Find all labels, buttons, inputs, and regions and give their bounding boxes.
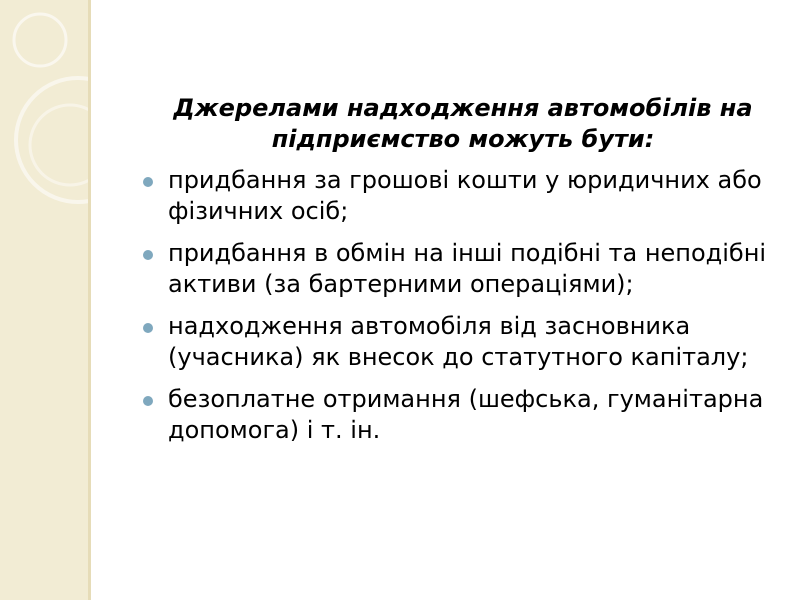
list-item-text: безоплатне отримання (шефська, гуманітарна допомога) і т. ін. — [168, 385, 764, 444]
bullet-list — [138, 165, 788, 446]
slide-heading: Джерелами надходження автомобілів на підприємство можуть бути: — [173, 94, 753, 153]
list-item — [138, 165, 788, 227]
slide-content — [138, 93, 788, 457]
list-item-text: придбання в обмін на інші подібні та неподібні активи (за бартерними операціями); — [168, 239, 767, 298]
bullet-icon — [143, 250, 153, 260]
list-item — [138, 311, 788, 373]
side-panel-edge — [88, 0, 91, 600]
list-item — [138, 384, 788, 446]
list-item-text: надходження автомобіля від засновника (учасника) як внесок до статутного капіталу; — [168, 312, 749, 371]
bullet-icon — [143, 177, 153, 187]
side-panel — [0, 0, 88, 600]
bullet-icon — [143, 396, 153, 406]
decorative-circles — [0, 0, 88, 600]
list-item-text: придбання за грошові кошти у юридичних або фізичних осіб; — [168, 166, 762, 225]
bullet-icon — [143, 323, 153, 333]
list-item — [138, 238, 788, 300]
